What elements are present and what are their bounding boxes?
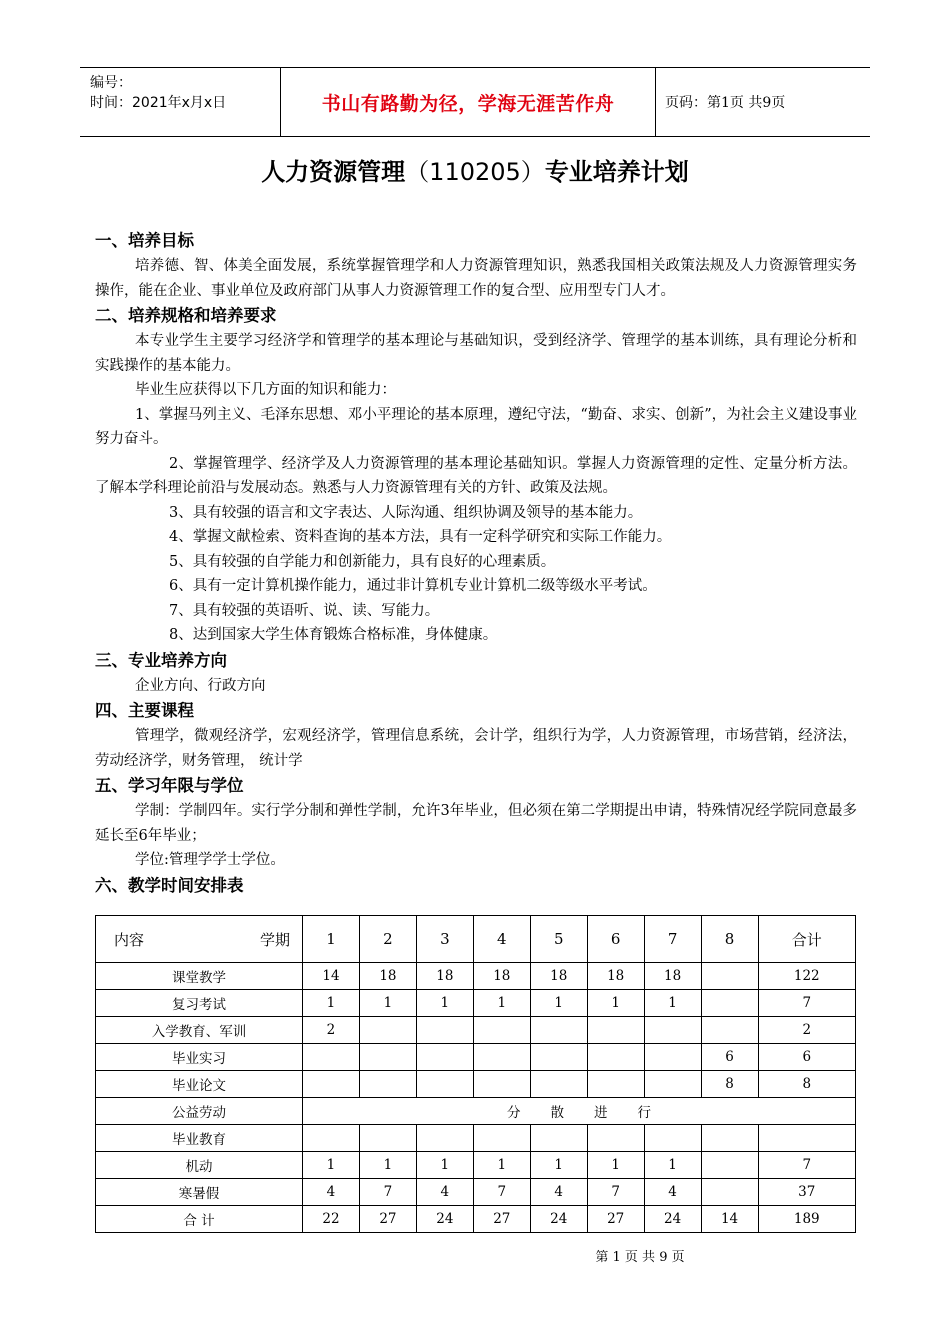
title-tail: 专业培养计划	[544, 158, 689, 186]
row-total: 7	[758, 990, 856, 1017]
table-cell: 18	[473, 963, 530, 990]
semester-header: 5	[530, 916, 587, 963]
page-code: 页码：第1页 共9页	[665, 95, 786, 111]
row-label: 毕业实习	[96, 1044, 303, 1071]
semester-header: 6	[587, 916, 644, 963]
table-cell: 27	[359, 1206, 416, 1233]
table-cell: 27	[587, 1206, 644, 1233]
section-heading-6: 六、教学时间安排表	[95, 875, 244, 895]
semester-header: 7	[644, 916, 701, 963]
row-total: 6	[758, 1044, 856, 1071]
row-label: 课堂教学	[96, 963, 303, 990]
table-row	[96, 1125, 856, 1152]
header-semester: 学期	[259, 930, 290, 949]
table-cell: 4	[303, 1179, 360, 1206]
row-total: 8	[758, 1071, 856, 1098]
table-cell: 24	[644, 1206, 701, 1233]
number-label: 编号：	[90, 75, 132, 91]
list-item: 6、具有一定计算机操作能力，通过非计算机专业计算机二级等级水平考试。	[169, 578, 657, 594]
table-cell: 27	[473, 1206, 530, 1233]
table-body-a	[96, 963, 856, 1098]
table-row	[96, 1017, 856, 1044]
row-label: 复习考试	[96, 990, 303, 1017]
table-cell	[359, 1017, 416, 1044]
table-cell	[416, 1017, 473, 1044]
semester-header: 3	[416, 916, 473, 963]
section-heading-4: 四、主要课程	[95, 701, 194, 720]
table-cell: 1	[416, 1152, 473, 1179]
total-header: 合计	[758, 916, 856, 963]
row-total	[758, 1125, 856, 1152]
table-cell	[701, 1017, 758, 1044]
table-cell: 24	[416, 1206, 473, 1233]
table-cell	[416, 1071, 473, 1098]
row-total: 2	[758, 1017, 856, 1044]
table-cell	[587, 1125, 644, 1152]
table-cell: 8	[701, 1071, 758, 1098]
section-heading-2: 二、培养规格和培养要求	[95, 306, 277, 325]
page-title	[0, 152, 950, 187]
schedule-table	[95, 915, 856, 1233]
paragraph: 培养德、智、体美全面发展，系统掌握管理学和人力资源管理知识，熟悉我国相关政策法规及人力资源管理实务操作，能在企业、事业单位及政府部门从事人力资源管理工作的复合型、应用型专门人才。	[95, 258, 857, 299]
table-cell	[303, 1071, 360, 1098]
table-cell: 4	[416, 1179, 473, 1206]
table-row	[96, 990, 856, 1017]
list-item: 2、掌握管理学、经济学及人力资源管理的基本理论基础知识。掌握人力资源管理的定性、定量分析方法。了解本学科理论前沿与发展动态。熟悉与人力资源管理有关的方针、政策及法规。	[95, 455, 857, 496]
table-cell: 1	[473, 990, 530, 1017]
time-label: 时间：2021年x月x日	[90, 95, 227, 111]
table-cell: 2	[303, 1017, 360, 1044]
table-cell: 1	[416, 990, 473, 1017]
table-cell	[701, 963, 758, 990]
table-row	[96, 1098, 856, 1125]
paragraph: 企业方向、行政方向	[135, 677, 266, 694]
semester-header: 4	[473, 916, 530, 963]
table-cell	[530, 1125, 587, 1152]
list-item: 5、具有较强的自学能力和创新能力，具有良好的心理素质。	[169, 553, 556, 570]
row-total: 7	[758, 1152, 856, 1179]
list-item: 3、具有较强的语言和文字表达、人际沟通、组织协调及领导的基本能力。	[169, 504, 643, 521]
document-header	[80, 67, 870, 137]
row-label: 公益劳动	[96, 1098, 303, 1125]
table-cell	[359, 1071, 416, 1098]
header-content: 内容	[114, 930, 145, 949]
labor-note: 分散进行	[303, 1098, 856, 1125]
document-body	[95, 228, 857, 899]
section-heading-1: 一、培养目标	[95, 231, 194, 250]
table-cell	[644, 1125, 701, 1152]
table-cell: 4	[530, 1179, 587, 1206]
table-cell: 14	[303, 963, 360, 990]
table-cell: 1	[644, 990, 701, 1017]
table-cell	[701, 990, 758, 1017]
row-total: 122	[758, 963, 856, 990]
list-item: 8、达到国家大学生体育锻炼合格标准，身体健康。	[169, 627, 498, 643]
table-cell: 1	[359, 1152, 416, 1179]
table-cell: 1	[530, 1152, 587, 1179]
table-cell	[473, 1071, 530, 1098]
header-meta	[80, 68, 280, 136]
table-cell: 4	[644, 1179, 701, 1206]
row-total: 189	[758, 1206, 856, 1233]
header-content-semester	[96, 916, 303, 963]
table-cell	[473, 1017, 530, 1044]
section-heading-5: 五、学习年限与学位	[95, 776, 244, 795]
semester-header: 2	[359, 916, 416, 963]
table-cell: 6	[701, 1044, 758, 1071]
title-code: （110205）	[405, 158, 545, 186]
table-cell	[587, 1017, 644, 1044]
table-row	[96, 1044, 856, 1071]
table-cell: 1	[530, 990, 587, 1017]
paragraph: 学位:管理学学士学位。	[135, 852, 285, 868]
table-cell	[530, 1017, 587, 1044]
table-cell: 1	[473, 1152, 530, 1179]
table-cell: 1	[303, 990, 360, 1017]
row-label: 入学教育、军训	[96, 1017, 303, 1044]
table-cell: 7	[473, 1179, 530, 1206]
table-cell	[473, 1125, 530, 1152]
table-cell: 7	[359, 1179, 416, 1206]
table-row	[96, 1206, 856, 1233]
table-cell	[701, 1125, 758, 1152]
table-cell	[587, 1044, 644, 1071]
table-row	[96, 1071, 856, 1098]
list-item: 4、掌握文献检索、资料查询的基本方法，具有一定科学研究和实际工作能力。	[169, 529, 672, 545]
table-body-b	[96, 1125, 856, 1233]
list-item: 7、具有较强的英语听、说、读、写能力。	[169, 602, 440, 619]
list-item: 1、掌握马列主义、毛泽东思想、邓小平理论的基本原理，遵纪守法，“勤奋、求实、创新”，为社会主义建设事业努力奋斗。	[95, 406, 857, 447]
table-cell	[303, 1044, 360, 1071]
row-total: 37	[758, 1179, 856, 1206]
semester-header: 8	[701, 916, 758, 963]
table-cell: 14	[701, 1206, 758, 1233]
table-cell	[701, 1179, 758, 1206]
table-row	[96, 963, 856, 990]
row-label: 毕业教育	[96, 1125, 303, 1152]
paragraph: 毕业生应获得以下几方面的知识和能力：	[135, 382, 396, 398]
table-cell	[701, 1152, 758, 1179]
page-footer: 第 1 页 共 9 页	[595, 1250, 685, 1265]
table-cell: 18	[644, 963, 701, 990]
table-cell: 18	[587, 963, 644, 990]
table-cell	[359, 1044, 416, 1071]
paragraph: 管理学，微观经济学，宏观经济学，管理信息系统，会计学，组织行为学，人力资源管理，市场营销，经济法，劳动经济学，财务管理， 统计学	[95, 728, 857, 769]
paragraph: 本专业学生主要学习经济学和管理学的基本理论与基础知识，受到经济学、管理学的基本训练，具有理论分析和实践操作的基本能力。	[95, 333, 857, 374]
table-cell	[530, 1071, 587, 1098]
table-cell: 18	[530, 963, 587, 990]
table-cell: 1	[587, 990, 644, 1017]
motto: 书山有路勤为径，学海无涯苦作舟	[280, 68, 656, 136]
row-label: 合 计	[96, 1206, 303, 1233]
semester-header: 1	[303, 916, 360, 963]
table-cell	[644, 1071, 701, 1098]
row-label: 毕业论文	[96, 1071, 303, 1098]
paragraph: 学制：学制四年。实行学分制和弹性学制，允许3年毕业，但必须在第二学期提出申请，特殊情况经学院同意最多延长至6年毕业；	[95, 803, 857, 844]
table-cell	[416, 1125, 473, 1152]
table-cell	[303, 1125, 360, 1152]
table-cell	[530, 1044, 587, 1071]
table-cell	[644, 1044, 701, 1071]
table-row	[96, 1152, 856, 1179]
table-cell	[359, 1125, 416, 1152]
table-cell: 24	[530, 1206, 587, 1233]
table-cell: 18	[359, 963, 416, 990]
table-cell: 1	[644, 1152, 701, 1179]
row-label: 机动	[96, 1152, 303, 1179]
table-cell: 7	[587, 1179, 644, 1206]
table-cell: 22	[303, 1206, 360, 1233]
table-cell: 1	[303, 1152, 360, 1179]
table-cell: 1	[359, 990, 416, 1017]
section-heading-3: 三、专业培养方向	[95, 650, 227, 670]
table-cell	[416, 1044, 473, 1071]
table-cell: 18	[416, 963, 473, 990]
row-label: 寒暑假	[96, 1179, 303, 1206]
table-header-row	[96, 916, 856, 963]
table-row	[96, 1179, 856, 1206]
table-cell	[473, 1044, 530, 1071]
table-cell	[644, 1017, 701, 1044]
table-cell: 1	[587, 1152, 644, 1179]
title-main: 人力资源管理	[261, 158, 406, 186]
table-cell	[587, 1071, 644, 1098]
